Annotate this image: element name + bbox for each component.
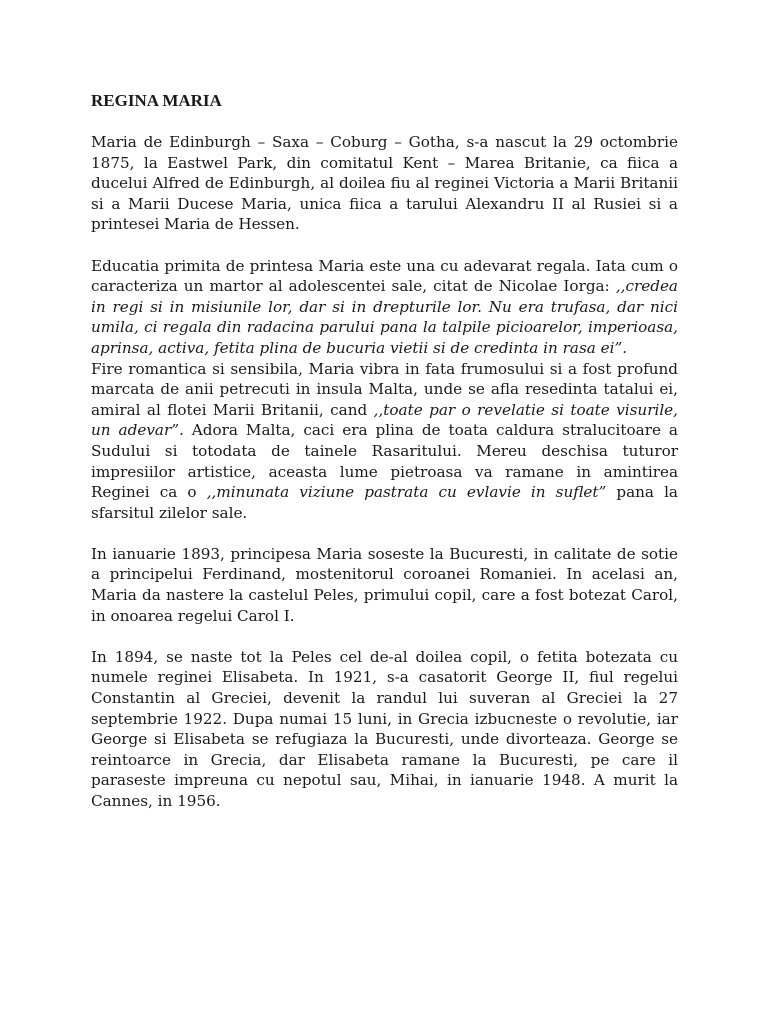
- paragraph-birth: Maria de Edinburgh – Saxa – Coburg – Gotha, s-a nascut la 29 octombrie 1875, la Eastwel Park, din comitatul Kent – Marea Britanie, ca fiica a ducelui Alfred de Edinburgh, al doilea fiu al reginei Victoria a Marii Britanii si a Marii Ducese Maria, unica fiica a tarului Alexandru II al Rusiei si a printesei Maria de Hessen.: [91, 133, 678, 234]
- paragraph-malta-text-2: . Adora Malta, caci era plina de toata caldura stralucitoare a Sudului si totodata de tainele Rasaritului. Mereu deschisa tuturor impresiilor artistice, aceasta lume pietroasa va ramane in amintirea Reginei ca o: [91, 421, 678, 502]
- paragraph-education: [91, 256, 678, 359]
- paragraph-education-quote: ,,credea in regi si in misiunile lor, dar si in drepturile lor. Nu era trufasa, dar nici umila, ci regala din radacina parului pana la talpile picioarelor, imperioasa, aprinsa, activa, fetita plina de bucuria vietii si de credinta in rasa ei”.: [91, 277, 678, 357]
- document-page: [91, 90, 678, 812]
- paragraph-elisabeta: In 1894, se naste tot la Peles cel de-al doilea copil, o fetita botezata cu numele reginei Elisabeta. In 1921, s-a casatorit George II, fiul regelui Constantin al Greciei, devenit la randul lui suveran al Greciei la 27 septembrie 1922. Dupa numai 15 luni, in Grecia izbucneste o revolutie, iar George si Elisabeta se refugiaza la Bucuresti, unde divorteaza. George se reintoarce in Grecia, dar Elisabeta ramane la Bucuresti, pe care il paraseste impreuna cu nepotul sau, Mihai, in ianuarie 1948. A murit la Cannes, in 1956.: [91, 647, 678, 810]
- paragraph-malta: [91, 359, 678, 524]
- paragraph-arrival: In ianuarie 1893, principesa Maria soseste la Bucuresti, in calitate de sotie a principelui Ferdinand, mostenitorul coroanei Romaniei. In acelasi an, Maria da nastere la castelul Peles, primului copil, care a fost botezat Carol, in onoarea regelui Carol I.: [91, 544, 678, 625]
- paragraph-malta-text-3: pana la sfarsitul zilelor sale.: [91, 483, 678, 522]
- paragraph-education-text: Educatia primita de printesa Maria este una cu adevarat regala. Iata cum o caracteriza un martor al adolescentei sale, citat de Nicolae Iorga:: [91, 256, 678, 296]
- paragraph-malta-quote-1: ,,toate par o revelatie si toate visurile, un adevar”: [91, 400, 678, 440]
- paragraph-malta-quote-2: ,,minunata viziune pastrata cu evlavie in suflet”: [206, 483, 607, 502]
- paragraph-malta-text-1: Fire romantica si sensibila, Maria vibra in fata frumosului si a fost profund marcata de anii petrecuti in insula Malta, unde se afla resedinta tatalui ei, amiral al flotei Marii Britanii, cand: [91, 359, 678, 419]
- document-title: REGINA MARIA: [91, 91, 222, 110]
